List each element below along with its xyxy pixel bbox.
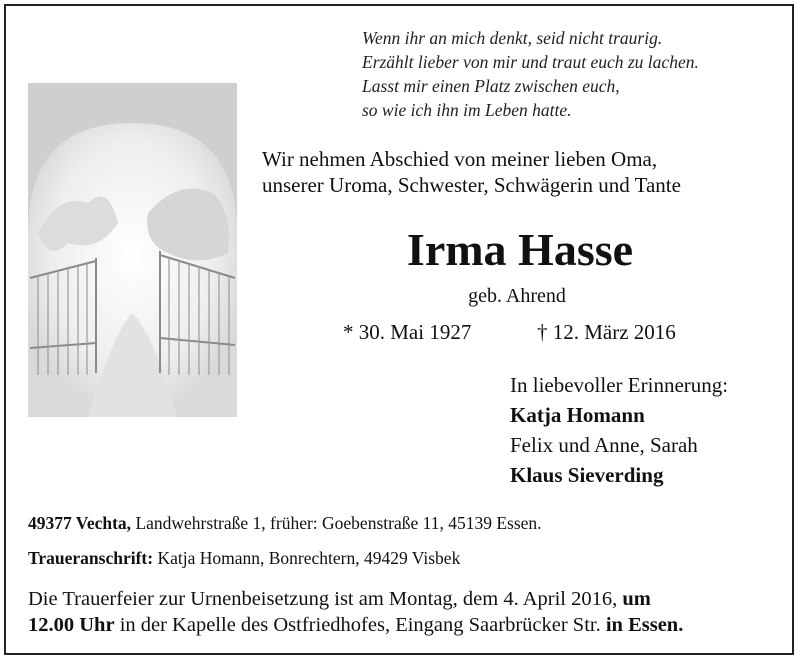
ceremony-line-2 — [28, 612, 778, 638]
residence-city: 49377 Vechta, — [28, 513, 132, 533]
birth-name: geb. Ahrend — [468, 285, 566, 307]
deceased-name: Irma Hasse — [406, 224, 634, 275]
ceremony-text: Die Trauerfeier zur Urnenbeisetzung ist am Montag, dem 4. April 2016, — [28, 588, 618, 610]
ceremony-city: in Essen. — [605, 614, 684, 636]
birth-date: * 30. Mai 1927 — [343, 320, 472, 344]
poem-line: Erzählt lieber von mir und traut euch zu lachen. — [362, 52, 699, 72]
poem-line: Lasst mir einen Platz zwischen euch, — [362, 76, 620, 96]
ceremony-info — [28, 586, 778, 638]
mourning-address — [28, 547, 460, 569]
poem-line: Wenn ihr an mich denkt, seid nicht traurig. — [362, 28, 663, 48]
ceremony-time-prefix: um — [622, 588, 651, 610]
death-date: † 12. März 2016 — [537, 320, 676, 344]
poem-line: so wie ich ihn im Leben hatte. — [362, 100, 572, 120]
mourner-name: Klaus Sieverding — [510, 463, 664, 487]
farewell-line: Wir nehmen Abschied von meiner lieben Oma, — [262, 147, 658, 171]
mourners-block — [510, 370, 728, 490]
residence-details: Landwehrstraße 1, früher: Goebenstraße 11, 45139 Essen. — [131, 513, 542, 533]
poem — [362, 26, 699, 122]
mourner-name: Katja Homann — [510, 403, 645, 427]
farewell-text — [262, 146, 681, 198]
mourners-heading: In liebevoller Erinnerung: — [510, 373, 729, 397]
ceremony-location: in der Kapelle des Ostfriedhofes, Eingang Saarbrücker Str. — [114, 614, 601, 636]
mourning-address-label: Traueranschrift: — [28, 548, 154, 568]
ceremony-line-1 — [28, 586, 778, 612]
mourning-address-value: Katja Homann, Bonrechtern, 49429 Visbek — [153, 548, 461, 568]
ceremony-time: 12.00 Uhr — [28, 614, 115, 636]
residence-address — [28, 512, 542, 534]
farewell-line: unserer Uroma, Schwester, Schwägerin und Tante — [262, 173, 681, 197]
mourner-name: Felix und Anne, Sarah — [510, 433, 698, 457]
